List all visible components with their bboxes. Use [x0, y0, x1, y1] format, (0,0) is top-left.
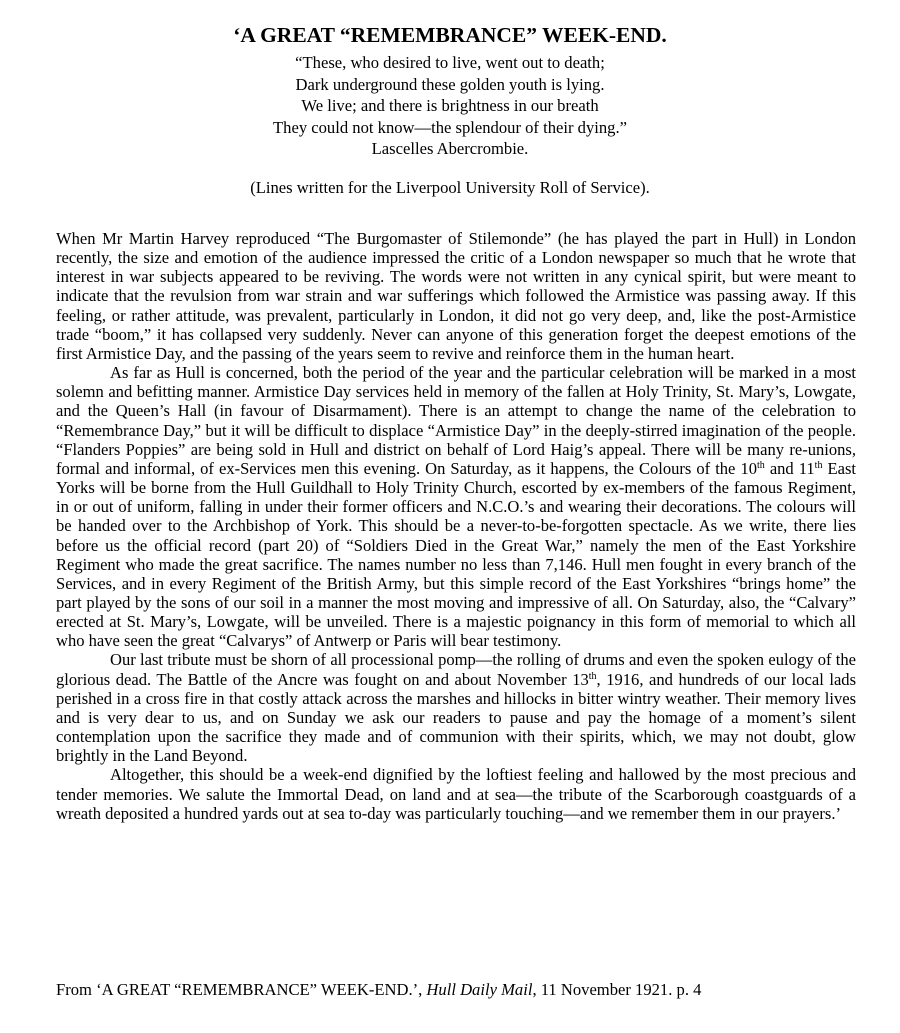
ordinal-suffix: th	[814, 459, 823, 471]
paragraph-3-part-2: , 1916, and hundreds of our local lads perished in a cross fire in that costly attack across the marshes and hillocks in bitter wintry weather. Their memory lives and is very dear to us, and on Sunday we ask our readers to pause and pay the homage of a moment’s silent contemplation upon the sacrifice they made and of communion with their spirits, which, we may not doubt, glow brightly in the Land Beyond.	[56, 669, 857, 766]
article-title: ‘A GREAT “REMEMBRANCE” WEEK-END.	[233, 23, 667, 47]
citation-suffix: , 11 November 1921. p. 4	[532, 980, 702, 999]
poem-line-2: Dark underground these golden youth is lying.	[295, 74, 605, 94]
citation-prefix: From ‘A GREAT “REMEMBRANCE” WEEK-END.’,	[56, 980, 427, 999]
poem-note: (Lines written for the Liverpool University Roll of Service).	[250, 178, 650, 197]
ordinal-suffix: th	[588, 670, 597, 682]
paragraph-2	[56, 363, 856, 650]
paragraph-3	[56, 650, 856, 765]
poem-line-3: We live; and there is brightness in our breath	[301, 96, 599, 115]
poem-line-4: They could not know—the splendour of their dying.”	[273, 117, 627, 137]
poem-author: Lascelles Abercrombie.	[371, 139, 529, 158]
epigraph-poem	[0, 52, 900, 160]
paragraph-2-part-2: and 11	[764, 458, 815, 478]
paragraph-2-part-3: East Yorks will be borne from the Hull Guildhall to Holy Trinity Church, escorted by ex-members of the famous Regiment, in or out of uniform, falling in under their former officers and N.C.O.’s and wearing their decorations. The colours will be handed over to the Archbishop of York. This should be a never-to-be-forgotten spectacle. As we write, there lies before us the official record (part 20) of “Soldiers Died in the Great War,” namely the men of the East Yorkshire Regiment who made the great sacrifice. The names number no less than 7,146. Hull men fought in every branch of the Services, and in every Regiment of the British Army, but this simple record of the East Yorkshires “brings home” the part played by the sons of our soil in a manner the most moving and impressive of all. On Saturday, also, the “Calvary” erected at St. Mary’s, Lowgate, will be unveiled. There is a majestic poignancy in this form of memorial to which all who have seen the great “Calvarys” of Antwerp or Paris will bear testimony.	[56, 458, 856, 651]
paragraph-2-part-1: As far as Hull is concerned, both the period of the year and the particular celebration will be marked in a most solemn and befitting manner. Armistice Day services held in memory of the fallen at Holy Trinity, St. Mary’s, Lowgate, and the Queen’s Hall (in favour of Disarmament). There is an attempt to change the name of the celebration to “Remembrance Day,” but it will be difficult to displace “Armistice Day” in the deeply-stirred imagination of the people. “Flanders Poppies” are being sold in Hull and district on behalf of Lord Haig’s appeal. There will be many re-unions, formal and informal, of ex-Services men this evening. On Saturday, as it happens, the Colours of the 10	[56, 363, 856, 478]
paragraph-1: When Mr Martin Harvey reproduced “The Burgomaster of Stilemonde” (he has played the part in Hull) in London recently, the size and emotion of the audience impressed the critic of a London newspaper so much that he wrote that interest in war subjects appeared to be reviving. The words were not written in any cynical spirit, but were meant to indicate that the revulsion from war strain and war sufferings which followed the Armistice was passing away. If this feeling, or rather attitude, was prevalent, particularly in London, it did not go very deep, and, like the post-Armistice trade “boom,” it has collapsed very suddenly. Never can anyone of this generation forget the deepest emotions of the first Armistice Day, and the passing of the years seem to revive and reinforce them in the human heart.	[56, 229, 856, 363]
article-body	[56, 229, 856, 823]
citation-source: Hull Daily Mail	[426, 980, 533, 999]
poem-line-1: “These, who desired to live, went out to death;	[295, 53, 605, 72]
paragraph-4: Altogether, this should be a week-end dignified by the loftiest feeling and hallowed by the most precious and tender memories. We salute the Immortal Dead, on land and at sea—the tribute of the Scarborough coastguards of a wreath deposited a hundred yards out at sea to-day was particularly touching—and we remember them in our prayers.’	[56, 765, 856, 823]
paragraph-3-part-1: Our last tribute must be shorn of all processional pomp—the rolling of drums and even the spoken eulogy of the glorious dead. The Battle of the Ancre was fought on and about November 13	[56, 650, 856, 689]
source-citation	[56, 979, 701, 1000]
ordinal-suffix: th	[756, 459, 765, 471]
